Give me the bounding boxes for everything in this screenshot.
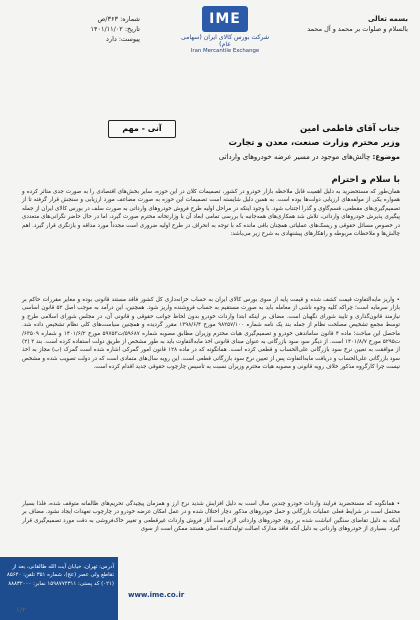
letter-attachment: پیوست: دارد <box>106 35 140 43</box>
recipient-title: وزیر محترم وزارت صنعت، معدن و تجارت <box>228 138 400 148</box>
page-number: ۱/۲ <box>16 606 26 614</box>
company-logo <box>180 6 270 54</box>
ime-logo-icon: IME <box>202 6 248 32</box>
subject-text: چالش‌های موجود در مسیر عرضه خودروهای وارداتی <box>218 153 371 161</box>
letter-footer <box>0 557 210 620</box>
footer-address: آدرس: تهران، خیابان آیت الله طالقانی، بعد از تقاطع ولی عصر (عج)، شماره ۳۵۱ تلفن: ۸۵۶۴۰ (۰۲۱) کد پستی: ۱۵۹۸۷۷۴۳۱۱ نمابر: ۸۸۸۳۲۰۰۰ <box>6 564 114 587</box>
letter-date: تاریخ: ۱۴۰۱/۱۱/۰۲ <box>90 25 140 33</box>
footer-website: www.ime.co.ir <box>128 591 185 599</box>
letter-number: شماره: ۳۶۳/ص <box>97 15 140 23</box>
salawat: بالسلام و صلوات بر محمد و آل محمد <box>307 25 408 33</box>
letter-invocation <box>258 14 408 34</box>
company-name-fa: شرکت بورس کالای ایران (سهامی عام) <box>180 34 270 48</box>
letter-subject <box>219 153 400 161</box>
letter-meta <box>20 14 140 44</box>
body-paragraph: • واریز مابه‌التفاوت قیمت کشف شده و قیمت پایه از سوی بورس کالای ایران به حساب خزانه‌داری کل کشور فاقد مستند قانونی بوده و مغایر مقررات حاکم بر بازار سرمایه است؛ چراکه کلیه وجوه ناشی از معامله باید به صورت مستقیم به حساب فروشنده واریز شود. همچنین، این درآمد به موجب اصل ۵۲ قانون اساسی نیازمند قانون‌گذاری و تایید شورای نگهبان است. مضاف بر اینکه ابتدا واردات خودرو بدون لحاظ جوانب حقوقی و قانونی آن، در مجلس شورای اسلامی طرح و توسط مجمع تشخیص مصلحت نظام از جمله بند یک نامه شماره ۹۸۲۵۷/۱۰۰ مورخ ۱۳۹۸/۶/۴ مقرر گردیده و همچنین سیاست‌های کلی نظام تشخیص داده شد. ماحصل این مباحث؛ ماده ۴ قانون ساماندهی خودرو و تصمیم‌گیری هیات محترم وزیران مطابق مصوبه شماره ۵۹۶۸۷/ت۵۹۷۵۳ مورخ ۱۴۰۱/۶/۲ و شماره ۶۳۵۰۹/ت۵۲۹۵ مورخ ۱۴۰۱/۸/۷ است. از دیگر سو، سود بازرگانی به عنوان مبنای قانونی اخذ مابه‌التفاوت باید به طور مشخص از طریق دولت استفاده کرده است. بند ۳ (۲) از موافقت به تعیین نرخ سود بازرگانی علی‌الحساب و قطعی کرده است. همانگونه که در ماده ۱۲۸ قانون امور گمرکی اشاره شده است گمرک (ب) مجاز به اخذ سود بازرگانی علی‌الحساب و دریافت مابه‌التفاوت پس از تعیین نرخ سود بازرگانی قطعی است. این رویه سال‌های متمادی است که در دولت تصویب شده و مشخص نیست چرا کارگروه مذکور خلاف رویه قانونی و مصوبه هیات محترم وزیران نسبت به تاسیس چارچوب حقوقی جدید اقدام کرده است. <box>22 297 401 371</box>
greeting: با سلام و احترام <box>331 175 400 185</box>
urgency-stamp: آنی - مهم <box>108 120 176 138</box>
body-paragraph: همان‌طور که مستحضرید به دلیل اهمیت قابل ملاحظه بازار خودرو در کشور، تصمیمات کلان در این حوزه، سایر بخش‌های اقتصادی را به صورت جدی متاثر کرده و همواره یکی از مولفه‌های ارزیابی دولت‌ها بوده است. به همین دلیل شایسته است تصمیمات این حوزه به صورت مضاعف مورد ارزیابی و سنجش قرار گرفته تا از تصمیم‌گیری‌های مقطعی، قسم‌گاوی و گذرا اجتناب شود. با وجود اینکه در مراحل اولیه طرح فروش خودروهای وارداتی به صورت سلف در بورس کالای ایران از جمله پیگیری پذیرش خودروهای وارداتی، تلاش شد همکاری‌های همه‌جانبه با بررسی تمامی ابعاد آن با وزارتخانه محترم صورت گیرد، اما در حال حاضر نگرانی‌های متعددی در خصوص مسائل حقوقی و ریسک‌های عملیاتی همچنان باقی مانده که با توجه به انحراف در طرح اولیه ضروری است مجدداً مورد مداقه و بازنگری قرار گیرد. اهم چالش‌ها و ملاحظات مربوطه و راهکارهای پیشنهادی به شرح زیر می‌باشد: <box>22 189 400 238</box>
company-name-en: Iran Mercantile Exchange <box>190 48 260 54</box>
recipient-name: جناب آقای فاطمی امین <box>299 124 400 134</box>
bismillah: بسمه تعالی <box>367 15 408 23</box>
subject-label: موضوع: <box>372 153 400 161</box>
body-paragraph: • همانگونه که مستحضرید فرایند واردات خودرو چندین سال است به دلیل افزایش شدید نرخ ارز و همزمان پیچیدگی تحریم‌های ظالمانه متوقف شده، فلذا بسیار محتمل است در شرایط فعلی عملیات بازرگانی و حمل خودروهای مذکور دچار اختلال شده و در عمل امکان عرضه خودرو در چارچوب تعهدات ایجاد نشود. مضاف بر اینکه به دلیل تقاضای سنگین انباشت شده بر روی خودروهای وارداتی لازم است آثار فروش واردات غیرقطعی و تغییر خاک‌فروشی به دقت مورد تصمیم‌گیری قرار گیرد. بسیاری از خودروهای وارداتی به دلیل آنکه فاقد مدارک اصالت تولیدکننده اصلی هستند ممکن است از سوی <box>22 501 400 533</box>
